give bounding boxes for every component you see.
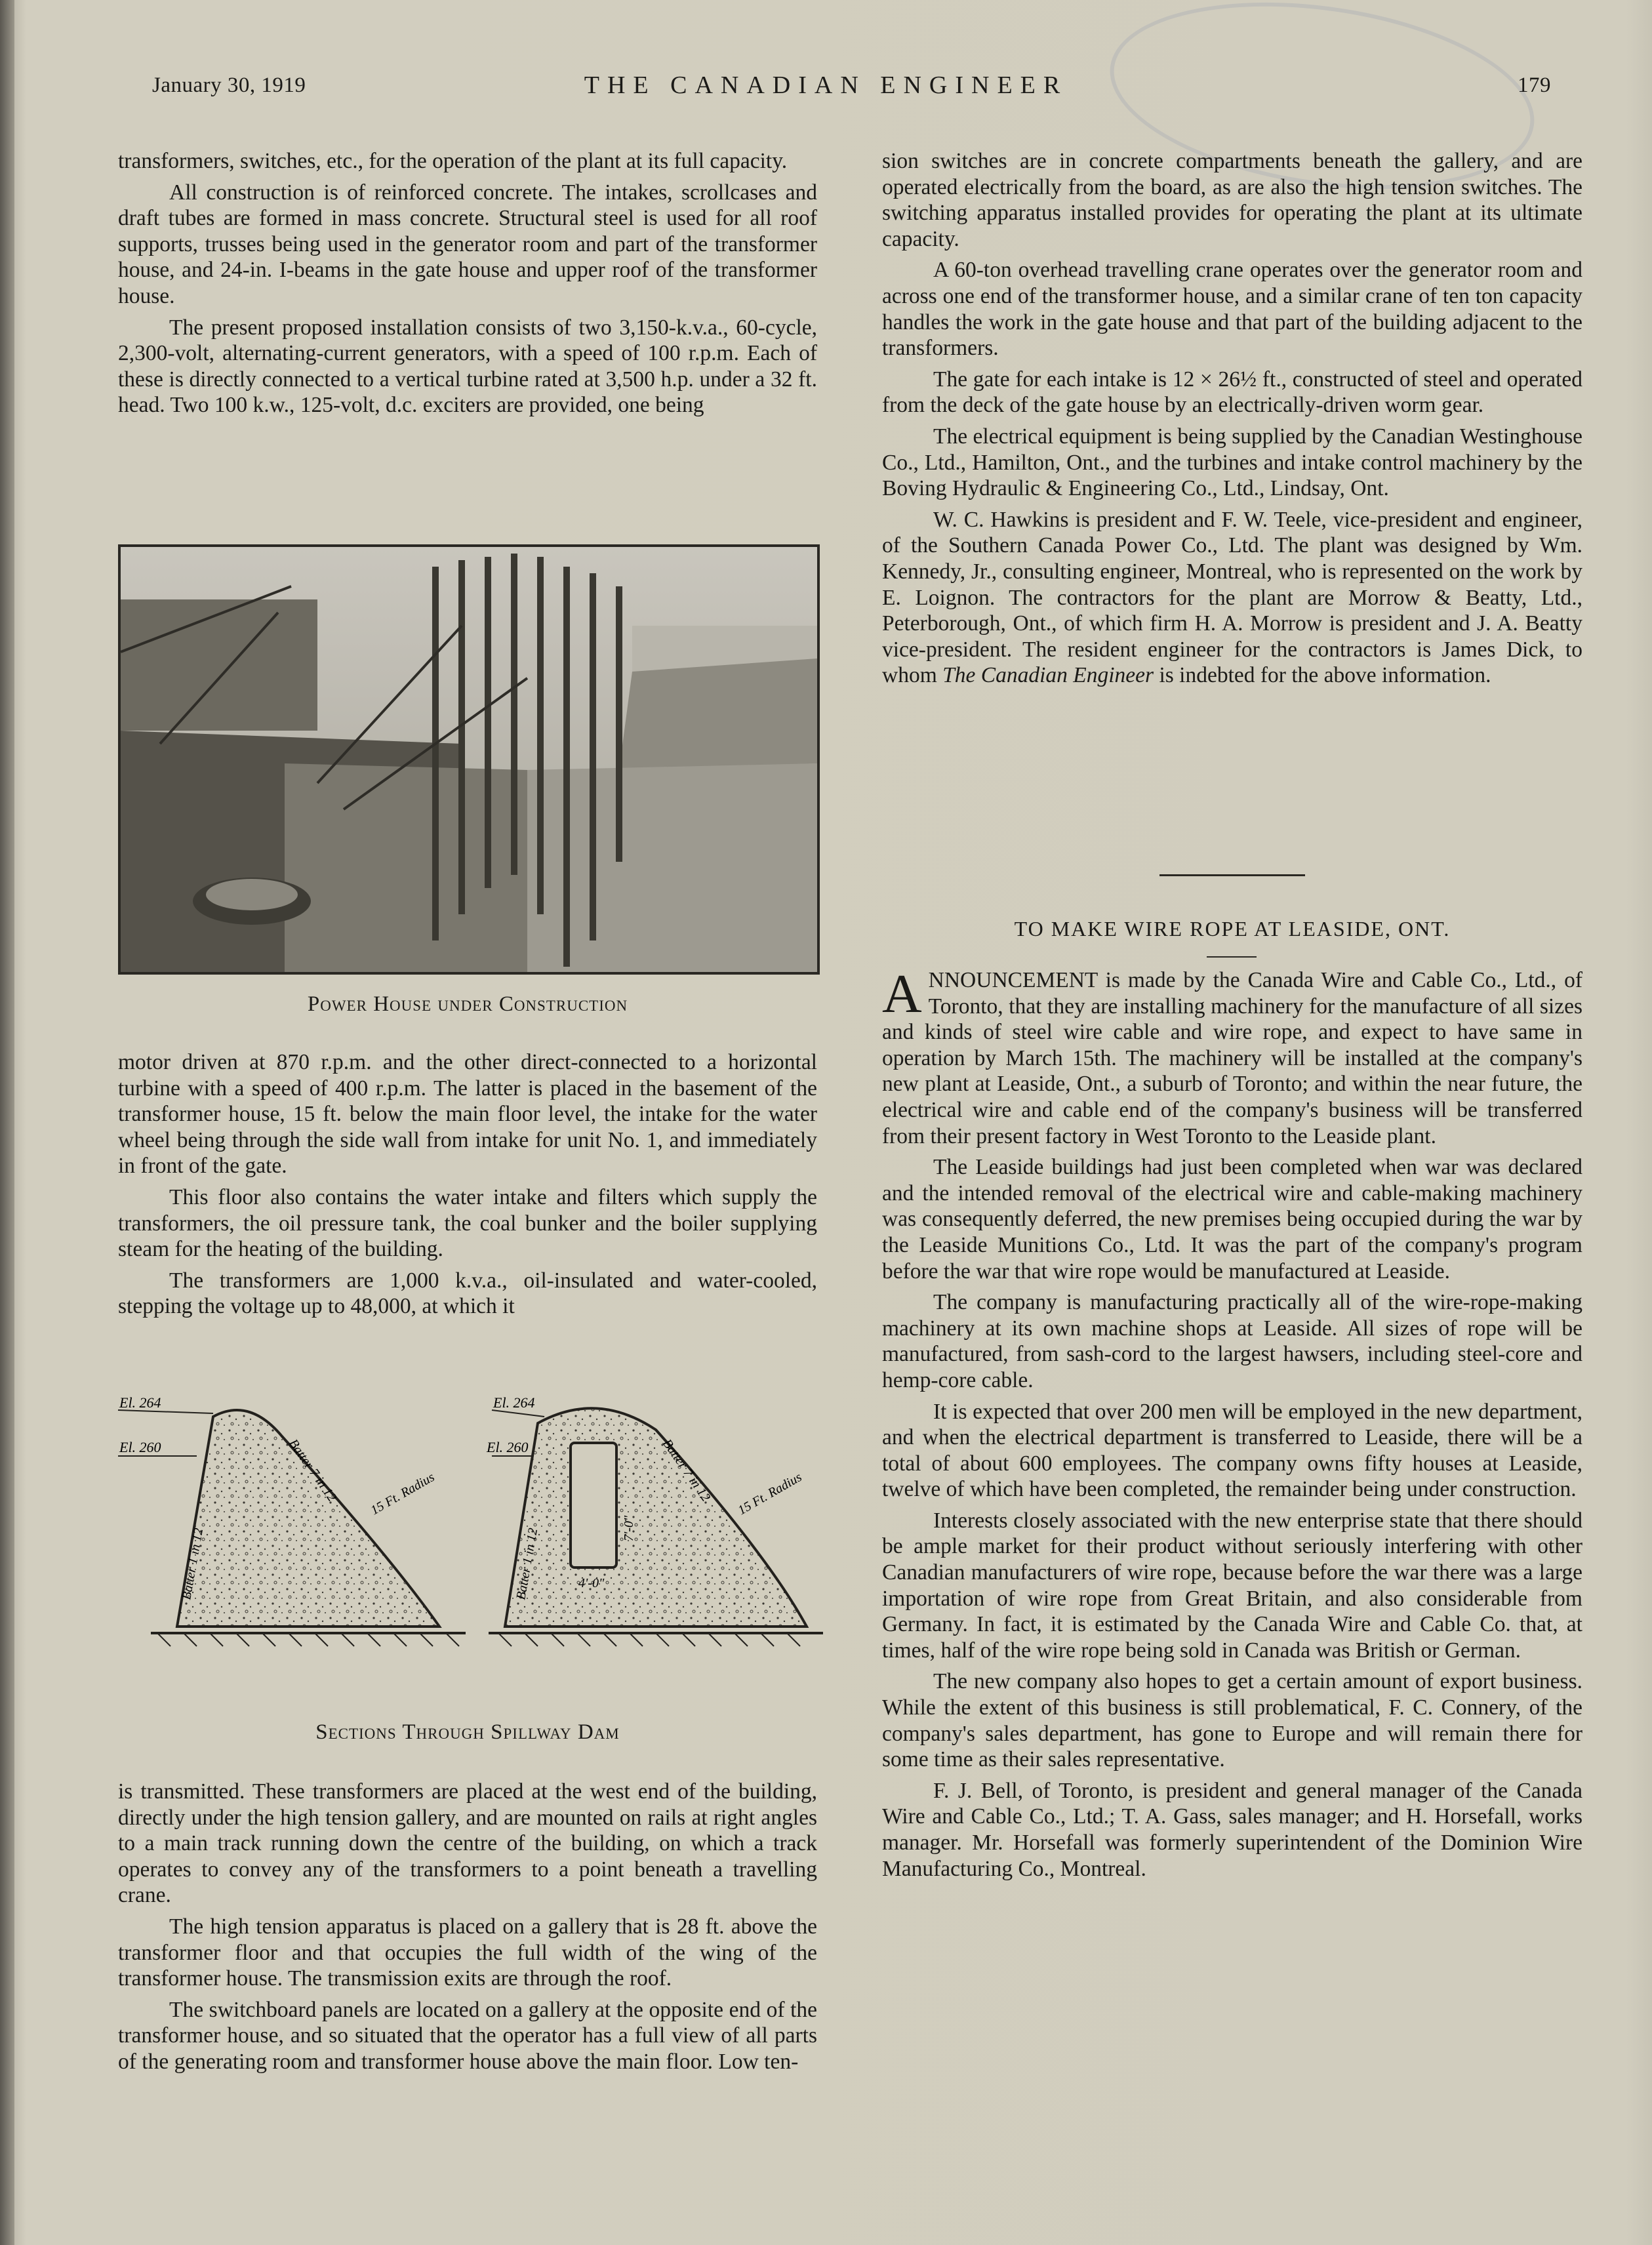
header-page-number: 179: [1518, 73, 1551, 97]
paragraph: The new company also hopes to get a certain amount of export business. While the extent of this business is still problematical, F. C. Connery, of the company's sales department, has gone to Europe and will remain there for some time as their sales representative.: [882, 1669, 1582, 1772]
batter-label: Batter 1 in 12: [179, 1527, 207, 1601]
radius-label: 15 Ft. Radius: [368, 1470, 437, 1518]
journal-name: The Canadian Engineer: [942, 663, 1154, 688]
radius-label: 15 Ft. Radius: [735, 1470, 805, 1518]
paragraph: F. J. Bell, of Toronto, is president and general manager of the Canada Wire and Cable Co., Ltd.; T. A. Gass, sales manager; and H. Horsefall, works manager. Mr. Horsefall was formerly superintendent of the Dominion Wire Manufacturing Co., Montreal.: [882, 1778, 1582, 1881]
batter-label: Batter 7 in 12: [659, 1436, 714, 1505]
paragraph: sion switches are in concrete compartments beneath the gallery, and are operated electrically from the board, as are also the high tension switches. The switching apparatus installed provides for operating the plant at its ultimate capacity.: [882, 149, 1582, 251]
elevation-label: El. 264: [119, 1394, 161, 1411]
paragraph: The electrical equipment is being supplied by the Canadian Westinghouse Co., Ltd., Hamilton, Ont., and the turbines and intake control machinery by the Boving Hydraulic & Engineering Co., Ltd., Lindsay, Ont.: [882, 424, 1582, 501]
paragraph: ANNOUNCEMENT is made by the Canada Wire and Cable Co., Ltd., of Toronto, that they are installing machinery for the manufacture of all sizes and kinds of steel wire cable and wire rope, and expect to have same in operation by March 15th. The machinery will be installed at the company's new plant at Leaside, Ont., a suburb of Toronto; and within the near future, the electrical wire and cable end of the company's business will be transferred from their present factory in West Toronto to the Leaside plant.: [882, 963, 1582, 1148]
dam-caption: Sections Through Spillway Dam: [315, 1720, 620, 1744]
batter-label: Batter 1 in 12: [514, 1527, 541, 1601]
paragraph: This floor also contains the water intake and filters which supply the transformers, the oil pressure tank, the coal bunker and the boiler supplying steam for the heating of the building.: [118, 1184, 817, 1262]
elevation-label: El. 260: [119, 1439, 161, 1455]
spillway-dam-sections: [111, 1384, 826, 1718]
right-column-article: [882, 963, 1582, 1882]
power-house-photo: [118, 544, 820, 975]
paragraph: The present proposed installation consists of two 3,150-k.v.a., 60-cycle, 2,300-volt, alternating-current generators, with a speed of 100 r.p.m. Each of these is directly connected to a vertical turbine rated at 3,500 h.p. under a 32 ft. head. Two 100 k.w., 125-volt, d.c. exciters are provided, one being: [118, 315, 817, 418]
paragraph: The Leaside buildings had just been completed when war was declared and the intended removal of the electrical wire and cable-making machinery was consequently deferred, the new premises being occupied during the war by the Leaside Munitions Co., Ltd. It was the part of the company's program before the war that wire rope would be manufactured at Leaside.: [882, 1155, 1582, 1284]
batter-label: Batter 7 in 12: [285, 1436, 340, 1505]
paragraph: Interests closely associated with the new enterprise state that there should be ample market for their product without seriously interfering with other Canadian manufacturers of wire rope, because before the war there was a large importation of wire rope from Great Britain, and also considerable from Germany. In fact, it is estimated by the Canada Wire and Cable Co. that, at times, half of the wire rope being sold in Canada was British or German.: [882, 1508, 1582, 1663]
right-column-top: [882, 148, 1582, 689]
section-divider: [1159, 874, 1305, 876]
paragraph: The company is manufacturing practically all of the wire-rope-making machinery at its own machine shops at Leaside. All sizes of rope will be manufactured, from sash-cord to the largest hawsers, including steel-core and hemp-core cable.: [882, 1290, 1582, 1392]
dimension-label: 4'-0": [578, 1576, 605, 1590]
header-date: January 30, 1919: [152, 73, 306, 97]
dimension-label: 7'-0": [622, 1515, 636, 1541]
construction-photo-illustration: [121, 547, 817, 972]
paragraph: A 60-ton overhead travelling crane operates over the generator room and across one end of the transformer house, and a similar crane of ten ton capacity handles the work in the gate house and that part of the building adjacent to the transformers.: [882, 258, 1582, 361]
paragraph: The high tension apparatus is placed on a gallery that is 28 ft. above the transformer floor and that occupies the full width of the wing of the transformer house. The transmission exits are through the roof.: [118, 1914, 817, 1991]
binding-spine: [0, 0, 14, 2245]
drop-cap: A: [882, 963, 922, 1024]
elevation-label: El. 264: [493, 1394, 535, 1411]
paragraph: motor driven at 870 r.p.m. and the other direct-connected to a horizontal turbine with a speed of 400 r.p.m. The latter is placed in the basement of the transformer house, 15 ft. below the main floor level, the intake for the water wheel being through the side wall from intake for unit No. 1, and immediately in front of the gate.: [118, 1050, 817, 1179]
paragraph: W. C. Hawkins is president and F. W. Teele, vice-president and engineer, of the Southern Canada Power Co., Ltd. The plant was designed by Wm. Kennedy, Jr., consulting engineer, Montreal, who is represented on the work by E. Loignon. The contractors for the plant are Morrow & Beatty, Ltd., Peterborough, Ont., of which firm H. A. Morrow is president and J. A. Beatty vice-president. The resident engineer for the contractors is James Dick, to whom The Canadian Engineer is indebted for the above information.: [882, 507, 1582, 688]
left-column-bottom: [118, 1779, 817, 2075]
photo-caption: Power House under Construction: [307, 992, 628, 1016]
paragraph: All construction is of reinforced concrete. The intakes, scrollcases and draft tubes are formed in mass concrete. Structural steel is used for all roof supports, trusses being used in the generator room and part of the transformer house, and 24-in. I-beams in the gate house and upper roof of the transformer house.: [118, 180, 817, 308]
article-heading: TO MAKE WIRE ROPE AT LEASIDE, ONT.: [1014, 917, 1451, 940]
left-column-top: [118, 148, 817, 418]
heading-underline: [1207, 956, 1257, 958]
left-column-middle: [118, 1049, 817, 1320]
paragraph: It is expected that over 200 men will be employed in the new department, and when the electrical department is transferred to Leaside, there will be a total of about 600 employees. The company owns fifty houses at Leaside, twelve of which have been completed, the remainder being under construction.: [882, 1399, 1582, 1502]
paragraph: transformers, switches, etc., for the operation of the plant at its full capacity.: [118, 149, 788, 173]
paragraph: The gate for each intake is 12 × 26½ ft., constructed of steel and operated from the deck of the gate house by an electrically-driven worm gear.: [882, 367, 1582, 418]
paragraph: is transmitted. These transformers are placed at the west end of the building, directly under the high tension gallery, and are mounted on rails at right angles to a main track running down the centre of the building, on which a track operates to convey any of the transformers to a point beneath a travelling crane.: [118, 1779, 817, 1908]
header-title: THE CANADIAN ENGINEER: [584, 71, 1068, 99]
elevation-label: El. 260: [487, 1439, 529, 1455]
paragraph: The switchboard panels are located on a gallery at the opposite end of the transformer house, and so situated that the operator has a full view of all parts of the generating room and transformer house above the main floor. Low ten-: [118, 1997, 817, 2074]
paragraph: The transformers are 1,000 k.v.a., oil-insulated and water-cooled, stepping the voltage up to 48,000, at which it: [118, 1268, 817, 1319]
